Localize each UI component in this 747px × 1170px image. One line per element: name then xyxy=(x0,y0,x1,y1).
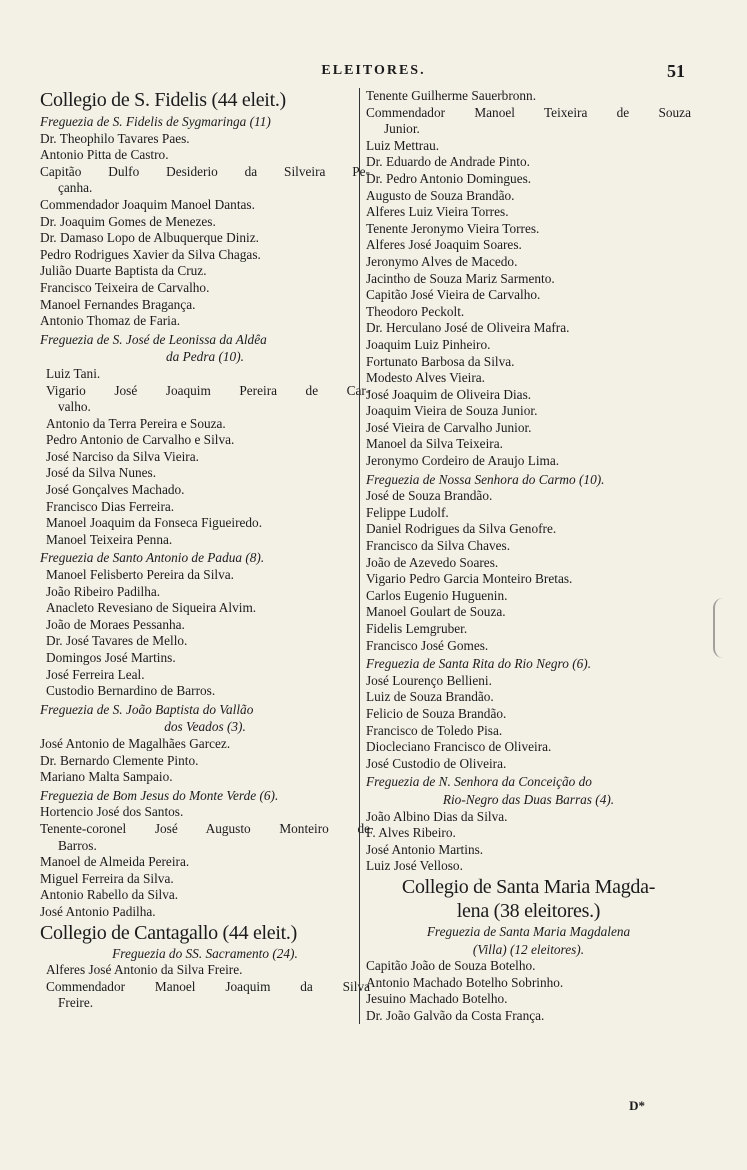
parish-heading: (Villa) (12 eleitores). xyxy=(472,941,585,957)
parish-heading: dos Veados (3). xyxy=(164,719,246,735)
elector-entry: F. Alves Ribeiro. xyxy=(366,825,456,841)
college-heading: Collegio de S. Fidelis (44 eleit.) xyxy=(40,89,286,111)
elector-entry: Francisco Teixeira de Carvalho. xyxy=(40,279,210,295)
page-header xyxy=(0,63,747,85)
elector-entry: José Antonio Padilha. xyxy=(40,903,156,919)
elector-entry: Francisco da Silva Chaves. xyxy=(366,538,511,554)
elector-entry: Fidelis Lemgruber. xyxy=(366,621,468,636)
left-column xyxy=(40,88,370,1012)
parish-heading: Freguezia de N. Senhora da Conceição do xyxy=(366,774,592,790)
college-heading: Collegio de Santa Maria Magda- xyxy=(401,875,656,898)
elector-entry: João Albino Dias da Silva. xyxy=(366,808,508,824)
parish-heading: Freguezia de Bom Jesus do Monte Verde (6). xyxy=(40,787,279,803)
elector-entry: Dr. Joaquim Gomes de Menezes. xyxy=(40,213,216,229)
elector-entry: Daniel Rodrigues da Silva Genofre. xyxy=(366,521,557,537)
elector-entry: Dr. João Galvão da Costa França. xyxy=(366,1007,545,1023)
elector-entry: José da Silva Nunes. xyxy=(46,465,157,481)
elector-entry: Pedro Rodrigues Xavier da Silva Chagas. xyxy=(40,246,261,262)
elector-entry: Luiz Mettrau. xyxy=(366,137,440,153)
parish-heading: Freguezia de S. José de Leonissa da Aldêa xyxy=(40,331,267,347)
elector-entry: Antonio da Terra Pereira e Souza. xyxy=(46,415,226,431)
elector-entry: Antonio Machado Botelho Sobrinho. xyxy=(366,974,564,990)
elector-entry: Francisco de Toledo Pisa. xyxy=(366,722,503,738)
parish-heading: Freguezia de Santo Antonio de Padua (8). xyxy=(40,550,265,566)
elector-entry: Capitão João de Souza Botelho. xyxy=(366,958,536,974)
elector-entry: Theodoro Peckolt. xyxy=(366,303,465,319)
page-number: 51 xyxy=(667,61,685,81)
college-heading: Collegio de Cantagallo (44 eleit.) xyxy=(40,921,297,944)
elector-entry: José Custodio de Oliveira. xyxy=(366,755,507,771)
elector-entry: Francisco José Gomes. xyxy=(366,637,489,653)
parish-heading: Freguezia de Santa Rita do Rio Negro (6). xyxy=(366,656,592,672)
parish-heading: Freguezia de S. Fidelis de Sygmaringa (11) xyxy=(40,114,271,129)
elector-entry-continuation: Barros. xyxy=(58,837,97,853)
elector-entry: José Vieira de Carvalho Junior. xyxy=(366,419,532,435)
college-heading: lena (38 eleitores.) xyxy=(456,899,601,922)
elector-entry-continuation: valho. xyxy=(58,399,91,415)
elector-entry: Alferes Luiz Vieira Torres. xyxy=(366,204,509,220)
parish-heading: Freguezia de Santa Maria Magdalena xyxy=(426,923,631,939)
elector-entry: Dr. Pedro Antonio Domingues. xyxy=(366,170,532,186)
elector-entry: Dr. Herculano José de Oliveira Mafra. xyxy=(366,320,570,336)
elector-entry: Tenente Guilherme Sauerbronn. xyxy=(366,88,537,103)
elector-entry-continuation: çanha. xyxy=(58,180,93,196)
elector-entry: Manoel de Almeida Pereira. xyxy=(40,854,190,870)
elector-entry: Alferes José Antonio da Silva Freire. xyxy=(46,962,243,978)
elector-entry: Dr. Theophilo Tavares Paes. xyxy=(40,130,190,146)
signature-mark: D* xyxy=(629,1098,645,1113)
elector-entry: Commendador Joaquim Manoel Dantas. xyxy=(40,196,255,212)
elector-entry: Vigario José Joaquim Pereira de Car- xyxy=(46,382,370,398)
elector-entry: Capitão Dulfo Desiderio da Silveira Pe- xyxy=(40,163,370,179)
parish-heading: Freguezia de S. João Baptista do Vallão xyxy=(40,701,254,717)
elector-entry: Hortencio José dos Santos. xyxy=(40,804,184,820)
elector-entry: Pedro Antonio de Carvalho e Silva. xyxy=(46,432,235,448)
elector-entry: Manoel Teixeira Penna. xyxy=(46,531,173,547)
elector-entry: Joaquim Luiz Pinheiro. xyxy=(366,336,491,352)
elector-entry: Commendador Manoel Teixeira de Souza xyxy=(366,104,691,120)
elector-entry: Felicio de Souza Brandão. xyxy=(366,705,507,721)
elector-entry-continuation: Freire. xyxy=(58,995,94,1011)
elector-entry: Tenente-coronel José Augusto Monteiro de xyxy=(40,820,370,836)
elector-entry: José de Souza Brandão. xyxy=(366,488,493,504)
elector-entry: Mariano Malta Sampaio. xyxy=(40,769,173,785)
elector-entry: João de Azevedo Soares. xyxy=(366,554,499,570)
elector-entry: Miguel Ferreira da Silva. xyxy=(40,870,174,886)
elector-entry: Manoel Goulart de Souza. xyxy=(366,604,506,620)
elector-entry: Commendador Manoel Joaquim da Silva xyxy=(46,978,370,994)
elector-entry: José Antonio Martins. xyxy=(366,841,484,857)
elector-entry-continuation: Junior. xyxy=(384,121,420,137)
page-title: ELEITORES. xyxy=(321,63,426,78)
page-edge-clip xyxy=(713,598,737,658)
elector-entry: Dr. Bernardo Clemente Pinto. xyxy=(40,752,199,768)
elector-entry: José Joaquim de Oliveira Dias. xyxy=(366,386,532,402)
elector-entry: José Gonçalves Machado. xyxy=(46,482,185,498)
elector-entry: Vigario Pedro Garcia Monteiro Bretas. xyxy=(366,571,573,587)
elector-entry: Modesto Alves Vieira. xyxy=(366,370,485,386)
elector-entry: Francisco Dias Ferreira. xyxy=(46,498,175,514)
elector-entry: João de Moraes Pessanha. xyxy=(46,616,185,632)
elector-entry: Augusto de Souza Brandão. xyxy=(366,187,515,203)
parish-heading: Freguezia de Nossa Senhora do Carmo (10). xyxy=(366,471,605,487)
elector-entry: José Lourenço Bellieni. xyxy=(366,672,492,688)
right-column xyxy=(359,88,691,1024)
parish-heading: Freguezia do SS. Sacramento (24). xyxy=(112,945,298,961)
elector-entry: Custodio Bernardino de Barros. xyxy=(46,683,216,699)
elector-entry: Jacintho de Souza Mariz Sarmento. xyxy=(366,270,555,286)
elector-entry: Diocleciano Francisco de Oliveira. xyxy=(366,739,552,755)
elector-entry: José Narciso da Silva Vieira. xyxy=(46,448,199,464)
elector-entry: Manoel da Silva Teixeira. xyxy=(366,436,503,452)
elector-entry: Jeronymo Cordeiro de Araujo Lima. xyxy=(366,453,560,469)
elector-entry: Joaquim Vieira de Souza Junior. xyxy=(366,403,538,419)
elector-entry: Manoel Fernandes Bragança. xyxy=(40,296,196,312)
elector-entry: José Antonio de Magalhães Garcez. xyxy=(40,735,231,751)
elector-entry: Manoel Joaquim da Fonseca Figueiredo. xyxy=(46,515,263,531)
elector-entry: José Ferreira Leal. xyxy=(46,666,145,682)
elector-entry: Julião Duarte Baptista da Cruz. xyxy=(40,263,207,279)
elector-entry: Jesuino Machado Botelho. xyxy=(366,991,508,1007)
elector-entry: Dr. José Tavares de Mello. xyxy=(46,633,188,649)
elector-entry: Capitão José Vieira de Carvalho. xyxy=(366,287,541,303)
elector-entry: Luiz José Velloso. xyxy=(366,858,463,874)
elector-entry: Carlos Eugenio Huguenin. xyxy=(366,587,508,603)
elector-entry: Antonio Pitta de Castro. xyxy=(40,147,169,163)
elector-entry: Luiz de Souza Brandão. xyxy=(366,689,494,705)
elector-entry: Antonio Thomaz de Faria. xyxy=(40,313,181,329)
elector-entry: Anacleto Revesiano de Siqueira Alvim. xyxy=(46,600,257,616)
elector-entry: Domingos José Martins. xyxy=(46,650,176,665)
elector-entry: Jeronymo Alves de Macedo. xyxy=(366,253,518,269)
elector-entry: Antonio Rabello da Silva. xyxy=(40,887,179,903)
elector-entry: Felippe Ludolf. xyxy=(366,504,449,520)
elector-entry: Fortunato Barbosa da Silva. xyxy=(366,353,515,369)
elector-entry: João Ribeiro Padilha. xyxy=(46,583,161,599)
elector-entry: Dr. Eduardo de Andrade Pinto. xyxy=(366,154,530,170)
parish-heading: da Pedra (10). xyxy=(166,349,244,365)
parish-heading: Rio-Negro das Duas Barras (4). xyxy=(442,791,615,807)
elector-entry: Luiz Tani. xyxy=(46,365,101,381)
elector-entry: Alferes José Joaquim Soares. xyxy=(366,237,522,253)
elector-entry: Manoel Felisberto Pereira da Silva. xyxy=(46,567,234,583)
elector-entry: Dr. Damaso Lopo de Albuquerque Diniz. xyxy=(40,230,259,246)
elector-entry: Tenente Jeronymo Vieira Torres. xyxy=(366,220,540,236)
